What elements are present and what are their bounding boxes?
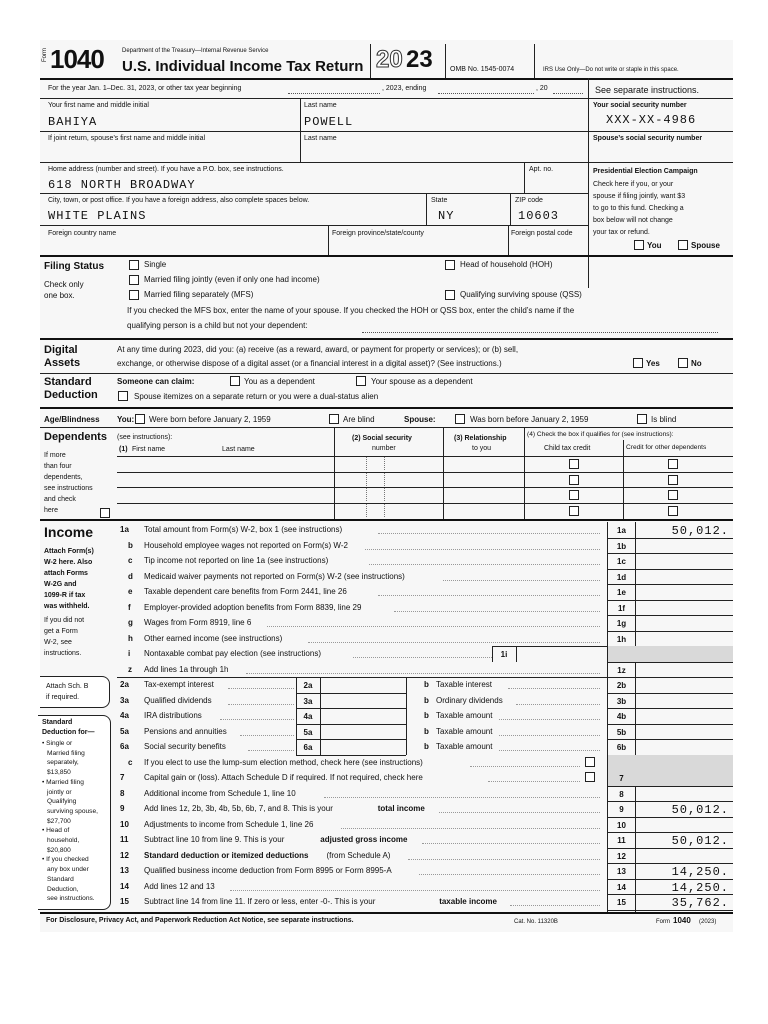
line-label: Add lines 1a through 1h bbox=[144, 664, 229, 674]
you-blind-label: Are blind bbox=[343, 415, 375, 424]
sd-sidebar-item: separately, bbox=[47, 759, 79, 767]
line-amount-field[interactable] bbox=[636, 740, 731, 754]
spouse-dependent-label: Your spouse as a dependent bbox=[371, 377, 473, 386]
line-a-amount-field[interactable] bbox=[321, 725, 405, 739]
line-number: 13 bbox=[120, 866, 129, 875]
line-b-label: Ordinary dividends bbox=[436, 695, 503, 705]
line-label: Qualified business income deduction from Form 8995 or Form 8995-A bbox=[144, 866, 392, 875]
you-dependent-checkbox[interactable] bbox=[230, 376, 240, 386]
zip-field[interactable]: 10603 bbox=[518, 209, 560, 223]
dep-col4: (4) Check the box if qualifies for (see instructions): bbox=[527, 431, 674, 438]
line-number: 12 bbox=[120, 850, 129, 860]
sd-sidebar-item: $27,700 bbox=[47, 817, 71, 825]
sd-sidebar-item: surviving spouse, bbox=[47, 807, 98, 815]
last-name-label: Last name bbox=[304, 102, 337, 109]
standard-deduction-title: Deduction bbox=[44, 389, 98, 401]
sch-b-line: if required. bbox=[46, 694, 80, 701]
attach-forms-note: W-2G and bbox=[44, 581, 77, 588]
line-amount-field[interactable]: 50,012. bbox=[671, 803, 729, 817]
state-field[interactable]: NY bbox=[438, 209, 455, 223]
dependents-side-line: here bbox=[44, 507, 59, 514]
spouse-first-name-label: If joint return, spouse’s first name and middle initial bbox=[48, 135, 206, 142]
line-amount-field[interactable]: 14,250. bbox=[671, 880, 729, 895]
line-box-number: 1f bbox=[617, 603, 626, 613]
qss-checkbox[interactable] bbox=[445, 290, 455, 300]
line-amount-field[interactable] bbox=[636, 694, 731, 708]
pec-spouse-checkbox[interactable] bbox=[678, 240, 688, 250]
line-box-number: 5b bbox=[616, 727, 627, 737]
line-box-number: 11 bbox=[617, 836, 626, 845]
line-number: 1a bbox=[120, 525, 129, 534]
address-field[interactable]: 618 NORTH BROADWAY bbox=[48, 178, 196, 192]
child-tax-credit-checkbox[interactable] bbox=[569, 490, 579, 500]
line-label: Household employee wages not reported on Form(s) W-2 bbox=[144, 540, 348, 550]
line-box-number: 1i bbox=[500, 650, 508, 659]
line-label: Add lines 12 and 13 bbox=[144, 881, 215, 891]
dependent-relationship-field[interactable] bbox=[445, 458, 522, 470]
sd-sidebar-item: $20,800 bbox=[47, 846, 71, 854]
line-number: z bbox=[128, 664, 132, 674]
sd-sidebar-item: Standard bbox=[47, 875, 74, 883]
child-tax-credit-checkbox[interactable] bbox=[569, 506, 579, 516]
line-box-number: 3a bbox=[303, 696, 313, 706]
line-a-amount-field[interactable] bbox=[321, 740, 405, 754]
dependent-ssn-field[interactable] bbox=[336, 458, 441, 470]
city-label: City, town, or post office. If you have a foreign address, also complete spaces below. bbox=[48, 197, 310, 204]
form-1040-page bbox=[40, 40, 733, 932]
attach-forms-note: was withheld. bbox=[44, 603, 90, 610]
line-label: Add lines 1z, 2b, 3b, 4b, 5b, 6b, 7, and 8. This is your bbox=[144, 804, 333, 813]
mfj-checkbox[interactable] bbox=[129, 275, 139, 285]
spouse-ssn-label: Spouse’s social security number bbox=[593, 135, 703, 142]
dependent-name-field[interactable] bbox=[118, 505, 332, 517]
dept-line: Department of the Treasury—Internal Revenue Service bbox=[122, 48, 269, 54]
attach-forms-note: W-2 here. Also bbox=[44, 559, 93, 566]
line-box-number: 10 bbox=[617, 820, 626, 830]
you-dependent-label: You as a dependent bbox=[244, 377, 315, 386]
line-label: (from Schedule A) bbox=[326, 850, 391, 860]
line-b-label: Taxable amount bbox=[436, 742, 493, 751]
sd-sidebar-item: Married filing bbox=[47, 749, 85, 757]
digital-assets-question: At any time during 2023, did you: (a) receive (as a reward, award, or payment for property or services); or (b) sell, bbox=[117, 345, 519, 354]
line-box-number: 3b bbox=[616, 696, 627, 706]
digital-yes-checkbox[interactable] bbox=[633, 358, 643, 368]
line-number: 14 bbox=[120, 881, 129, 891]
line-box-number: 1b bbox=[616, 541, 627, 551]
ssn-field[interactable]: XXX-XX-4986 bbox=[606, 113, 697, 127]
ending-label: , 2023, ending bbox=[382, 85, 427, 92]
line-label: IRA distributions bbox=[144, 711, 202, 720]
dependent-relationship-field[interactable] bbox=[445, 505, 522, 517]
pec-text-line: your tax or refund. bbox=[593, 229, 650, 236]
dep-col2b: number bbox=[372, 445, 396, 452]
zip-label: ZIP code bbox=[515, 197, 543, 204]
spouse-blind-checkbox[interactable] bbox=[637, 414, 647, 424]
other-dependents-credit-checkbox[interactable] bbox=[668, 475, 678, 485]
apt-label: Apt. no. bbox=[529, 166, 554, 173]
pec-text-line: Check here if you, or your bbox=[593, 181, 674, 188]
spouse-blind-label: Is blind bbox=[651, 415, 677, 424]
dependents-side-line: dependents, bbox=[44, 474, 83, 481]
filing-status-title: Filing Status bbox=[44, 261, 104, 272]
line-label: Qualified dividends bbox=[144, 695, 212, 705]
line-number: f bbox=[128, 602, 131, 612]
sd-sidebar-item: Deduction, bbox=[47, 885, 79, 893]
pec-text-line: to go to this fund. Checking a bbox=[593, 205, 684, 212]
line-label: Additional income from Schedule 1, line 10 bbox=[144, 788, 296, 798]
age-you-label: You: bbox=[117, 415, 135, 424]
line-number: 7 bbox=[120, 773, 125, 782]
line-number: c bbox=[128, 556, 133, 565]
filing-instructions: qualifying person is a child but not your dependent: bbox=[127, 321, 308, 330]
sch-b-line: Attach Sch. B bbox=[46, 683, 89, 690]
spouse-dependent-checkbox[interactable] bbox=[356, 376, 366, 386]
line-label: Pensions and annuities bbox=[144, 726, 227, 736]
mfs-checkbox[interactable] bbox=[129, 290, 139, 300]
someone-can-claim: Someone can claim: bbox=[117, 377, 195, 386]
mfj-label: Married filing jointly (even if only one had income) bbox=[144, 275, 320, 284]
pec-you-label: You bbox=[647, 241, 662, 250]
line-box-number: 1h bbox=[616, 634, 627, 644]
hoh-label: Head of household (HOH) bbox=[460, 260, 553, 269]
you-born-checkbox[interactable] bbox=[135, 414, 145, 424]
digital-assets-question: exchange, or otherwise dispose of a digital asset (or a financial interest in a digital asset)? (See instructions.) bbox=[117, 359, 502, 368]
income-title: Income bbox=[44, 524, 94, 540]
line-number: 15 bbox=[120, 897, 129, 906]
dependents-title: Dependents bbox=[44, 431, 107, 443]
first-name-field[interactable]: BAHIYA bbox=[48, 115, 98, 129]
hoh-checkbox[interactable] bbox=[445, 260, 455, 270]
line-number: 8 bbox=[120, 788, 125, 798]
line-box-number: 2b bbox=[616, 681, 627, 690]
line-label-bold: total income bbox=[377, 804, 425, 813]
filing-status-note: one box. bbox=[44, 291, 75, 300]
line-b-label: Taxable amount bbox=[436, 711, 493, 720]
line-amount-field[interactable]: 14,250. bbox=[671, 865, 729, 879]
line-box-number: 1z bbox=[617, 665, 626, 675]
line-box-number: 9 bbox=[619, 805, 624, 814]
form-number: 1040 bbox=[50, 44, 104, 74]
foreign-province-label: Foreign province/state/county bbox=[332, 230, 424, 237]
dep-col4a: Child tax credit bbox=[544, 445, 591, 452]
line-label: Employer-provided adoption benefits from Form 8839, line 29 bbox=[144, 602, 362, 612]
attach-forms-note: Attach Form(s) bbox=[44, 548, 94, 555]
line-label: Subtract line 14 from line 11. If zero or less, enter -0-. This is your bbox=[144, 897, 376, 906]
capital-gain-checkbox[interactable] bbox=[585, 772, 595, 782]
dependent-relationship-field[interactable] bbox=[445, 474, 522, 486]
line-number: e bbox=[128, 587, 133, 596]
combat-pay-field[interactable] bbox=[517, 647, 606, 661]
you-blind-checkbox[interactable] bbox=[329, 414, 339, 424]
filing-instructions: If you checked the MFS box, enter the name of your spouse. If you checked the HOH or QSS box, enter the child’s name if the bbox=[127, 306, 575, 315]
line-label: Tip income not reported on line 1a (see instructions) bbox=[144, 556, 329, 565]
dependent-relationship-field[interactable] bbox=[445, 489, 522, 501]
age-blindness-title: Age/Blindness bbox=[44, 415, 100, 424]
digital-assets-title: Assets bbox=[44, 357, 81, 369]
form-title: U.S. Individual Income Tax Return bbox=[122, 58, 364, 75]
attach-forms-note: attach Forms bbox=[44, 570, 88, 577]
city-field[interactable]: WHITE PLAINS bbox=[48, 209, 147, 223]
pec-text-line: box below will not change bbox=[593, 217, 673, 224]
mfs-label: Married filing separately (MFS) bbox=[144, 290, 254, 299]
sd-sidebar-item: Qualifying bbox=[47, 798, 77, 806]
spouse-born-label: Was born before January 2, 1959 bbox=[470, 415, 589, 424]
line-box-number: 6a bbox=[303, 743, 313, 752]
line-a-amount-field[interactable] bbox=[321, 709, 405, 723]
line-number: 11 bbox=[120, 835, 129, 844]
pec-spouse-label: Spouse bbox=[691, 241, 720, 250]
pec-text-line: spouse if filing jointly, want $3 bbox=[593, 193, 686, 200]
other-dependents-credit-checkbox[interactable] bbox=[668, 490, 678, 500]
dependent-name-field[interactable] bbox=[118, 458, 332, 470]
last-name-field[interactable]: POWELL bbox=[304, 115, 354, 129]
spouse-itemizes-checkbox[interactable] bbox=[118, 391, 128, 401]
irs-use-only: IRS Use Only—Do not write or staple in this space. bbox=[543, 67, 679, 73]
line-box-number: 14 bbox=[617, 882, 626, 892]
line-amount-field[interactable]: 50,012. bbox=[671, 834, 729, 848]
sd-sidebar-item: $13,850 bbox=[47, 769, 71, 777]
sd-sidebar-item: • Single or bbox=[42, 740, 73, 747]
line-label: Tax-exempt interest bbox=[144, 680, 214, 689]
line-box-number: 1c bbox=[617, 557, 626, 566]
qss-label: Qualifying surviving spouse (QSS) bbox=[460, 290, 582, 299]
dep-col3b: to you bbox=[472, 445, 492, 452]
dependents-side-line: If more bbox=[44, 452, 66, 459]
filing-status-note: Check only bbox=[44, 280, 84, 289]
digital-no-checkbox[interactable] bbox=[678, 358, 688, 368]
sd-sidebar-item: see instructions. bbox=[47, 895, 95, 903]
line-box-number: 1a bbox=[617, 526, 626, 535]
dependent-ssn-field[interactable] bbox=[336, 489, 441, 501]
line-box-number: 4b bbox=[616, 712, 627, 721]
footer-year: (2023) bbox=[699, 919, 717, 925]
line-b-prefix: b bbox=[424, 726, 429, 736]
attach-sch-b-note bbox=[40, 676, 110, 708]
line-amount-field[interactable]: 35,762. bbox=[671, 896, 729, 910]
line-label: Medicaid waiver payments not reported on Form(s) W-2 (see instructions) bbox=[144, 571, 405, 581]
single-label: Single bbox=[144, 260, 167, 269]
more-dependents-checkbox[interactable] bbox=[100, 508, 110, 518]
dep-col4b: Credit for other dependents bbox=[626, 444, 707, 451]
line-number: i bbox=[128, 649, 131, 658]
line-b-prefix: b bbox=[424, 680, 429, 689]
pec-you-checkbox[interactable] bbox=[634, 240, 644, 250]
line-label-bold: Standard deduction or itemized deductions bbox=[144, 850, 309, 860]
digital-no-label: No bbox=[691, 359, 702, 368]
line-number: 2a bbox=[120, 680, 129, 689]
line-label: Taxable dependent care benefits from Form 2441, line 26 bbox=[144, 587, 347, 596]
line-b-label: Taxable interest bbox=[436, 680, 493, 689]
line-b-label: Taxable amount bbox=[436, 726, 493, 736]
foreign-postal-label: Foreign postal code bbox=[511, 230, 573, 237]
sd-sidebar-title: Standard bbox=[42, 719, 73, 726]
no-w2-note: instructions. bbox=[44, 650, 82, 657]
dependent-ssn-field[interactable] bbox=[336, 474, 441, 486]
line-b-prefix: b bbox=[424, 742, 429, 751]
dependents-side-line: see instructions bbox=[44, 485, 93, 492]
child-tax-credit-checkbox[interactable] bbox=[569, 475, 579, 485]
year-20: , 20 bbox=[536, 85, 548, 92]
line-number: h bbox=[128, 633, 133, 643]
line-box-number: 7 bbox=[619, 774, 624, 783]
dependent-name-field[interactable] bbox=[118, 489, 332, 501]
foreign-country-label: Foreign country name bbox=[48, 230, 117, 237]
dep-col1-first: First name bbox=[132, 446, 166, 453]
dep-col2: (2) Social security bbox=[352, 435, 412, 442]
line-box-number: 1d bbox=[616, 572, 627, 582]
line-number: 5a bbox=[120, 726, 129, 736]
no-w2-note: get a Form bbox=[44, 628, 78, 635]
line-label: Wages from Form 8919, line 6 bbox=[144, 618, 252, 627]
address-label: Home address (number and street). If you have a P.O. box, see instructions. bbox=[48, 166, 284, 173]
dep-col1-num: (1) bbox=[119, 446, 128, 453]
year-bold: 23 bbox=[406, 46, 433, 73]
line-box-number: 6b bbox=[616, 743, 627, 752]
digital-yes-label: Yes bbox=[646, 359, 660, 368]
no-w2-note: If you did not bbox=[44, 617, 85, 624]
line-label: Adjustments to income from Schedule 1, line 26 bbox=[144, 819, 314, 829]
line-box-number: 4a bbox=[303, 712, 313, 721]
line-label: Capital gain or (loss). Attach Schedule D if required. If not required, check here bbox=[144, 773, 423, 782]
footer-form-word: Form bbox=[656, 919, 670, 925]
sd-sidebar-title: Deduction for— bbox=[42, 729, 95, 736]
sd-sidebar-item: • If you checked bbox=[42, 856, 89, 864]
sd-sidebar-item: • Head of bbox=[42, 827, 70, 835]
line-box-number: 2a bbox=[303, 681, 313, 690]
line-label: Total amount from Form(s) W-2, box 1 (see instructions) bbox=[144, 525, 343, 534]
attach-forms-note: 1099-R if tax bbox=[44, 592, 86, 599]
line-label: Social security benefits bbox=[144, 742, 226, 751]
footer-notice: For Disclosure, Privacy Act, and Paperwork Reduction Act Notice, see separate instructions. bbox=[46, 917, 354, 924]
spouse-born-checkbox[interactable] bbox=[455, 414, 465, 424]
line-number: c bbox=[128, 757, 133, 767]
line-number: g bbox=[128, 618, 133, 627]
line-number: d bbox=[128, 571, 133, 581]
dependents-see: (see instructions): bbox=[117, 434, 173, 441]
line-label: If you elect to use the lump-sum election method, check here (see instructions) bbox=[144, 757, 423, 767]
omb-number: OMB No. 1545-0074 bbox=[450, 66, 515, 73]
line-label-bold: taxable income bbox=[439, 897, 497, 906]
ssn-label: Your social security number bbox=[593, 102, 687, 109]
line-label: Nontaxable combat pay election (see instructions) bbox=[144, 649, 321, 658]
lump-sum-election-checkbox[interactable] bbox=[585, 757, 595, 767]
state-label: State bbox=[431, 197, 448, 204]
line-b-prefix: b bbox=[424, 711, 429, 720]
dependent-name-field[interactable] bbox=[118, 474, 332, 486]
dependents-side-line: than four bbox=[44, 463, 72, 470]
line-b-prefix: b bbox=[424, 695, 429, 705]
form-word: Form bbox=[42, 48, 48, 62]
line-box-number: 1e bbox=[617, 588, 626, 597]
single-checkbox[interactable] bbox=[129, 260, 139, 270]
line-number: 4a bbox=[120, 711, 129, 720]
footer-cat-no: Cat. No. 11320B bbox=[514, 919, 558, 925]
line-amount-field[interactable] bbox=[636, 709, 731, 723]
line-number: 10 bbox=[120, 819, 129, 829]
line-label: Subtract line 10 from line 9. This is your bbox=[144, 835, 285, 844]
other-dependents-credit-checkbox[interactable] bbox=[668, 506, 678, 516]
line-number: 6a bbox=[120, 742, 129, 751]
line-box-number: 8 bbox=[619, 789, 624, 799]
line-label-bold: adjusted gross income bbox=[320, 835, 408, 844]
line-box-number: 5a bbox=[303, 727, 313, 737]
qualifying-person-field[interactable] bbox=[362, 332, 718, 333]
line-box-number: 1g bbox=[616, 619, 627, 628]
footer-form-num: 1040 bbox=[673, 916, 691, 925]
line-label: Other earned income (see instructions) bbox=[144, 633, 283, 643]
sd-sidebar-item: any box under bbox=[47, 866, 89, 874]
line-amount-field[interactable]: 50,012. bbox=[671, 524, 729, 538]
line-number: 3a bbox=[120, 695, 129, 705]
no-w2-note: W-2, see bbox=[44, 639, 72, 646]
tax-year-line: For the year Jan. 1–Dec. 31, 2023, or other tax year beginning bbox=[48, 85, 242, 92]
first-name-label: Your first name and middle initial bbox=[48, 102, 149, 109]
dependents-side-line: and check bbox=[44, 496, 76, 503]
sd-sidebar-item: jointly or bbox=[47, 788, 72, 796]
other-dependents-credit-checkbox[interactable] bbox=[668, 459, 678, 469]
pec-title: Presidential Election Campaign bbox=[593, 168, 698, 175]
line-number: b bbox=[128, 540, 133, 550]
age-spouse-label: Spouse: bbox=[404, 415, 436, 424]
line-amount-field[interactable] bbox=[636, 678, 731, 692]
dep-col1-last: Last name bbox=[222, 446, 255, 453]
sd-sidebar-item: • Married filing bbox=[42, 778, 84, 786]
line-box-number: 13 bbox=[617, 867, 626, 876]
line-box-number: 15 bbox=[617, 898, 626, 907]
child-tax-credit-checkbox[interactable] bbox=[569, 459, 579, 469]
line-a-amount-field[interactable] bbox=[321, 694, 405, 708]
line-amount-field[interactable] bbox=[636, 725, 731, 739]
digital-assets-title: Digital bbox=[44, 344, 78, 356]
standard-deduction-title: Standard bbox=[44, 376, 92, 388]
line-number: 9 bbox=[120, 804, 125, 813]
year-outline: 20 bbox=[376, 46, 403, 73]
see-separate-instructions: See separate instructions. bbox=[595, 85, 700, 95]
sd-sidebar-item: household, bbox=[47, 837, 80, 844]
dependent-ssn-field[interactable] bbox=[336, 505, 441, 517]
you-born-label: Were born before January 2, 1959 bbox=[149, 415, 271, 424]
spouse-last-name-label: Last name bbox=[304, 135, 337, 142]
line-a-amount-field[interactable] bbox=[321, 678, 405, 692]
dep-col3: (3) Relationship bbox=[454, 435, 507, 442]
line-box-number: 12 bbox=[617, 851, 626, 861]
spouse-itemizes-label: Spouse itemizes on a separate return or you were a dual-status alien bbox=[134, 392, 379, 401]
